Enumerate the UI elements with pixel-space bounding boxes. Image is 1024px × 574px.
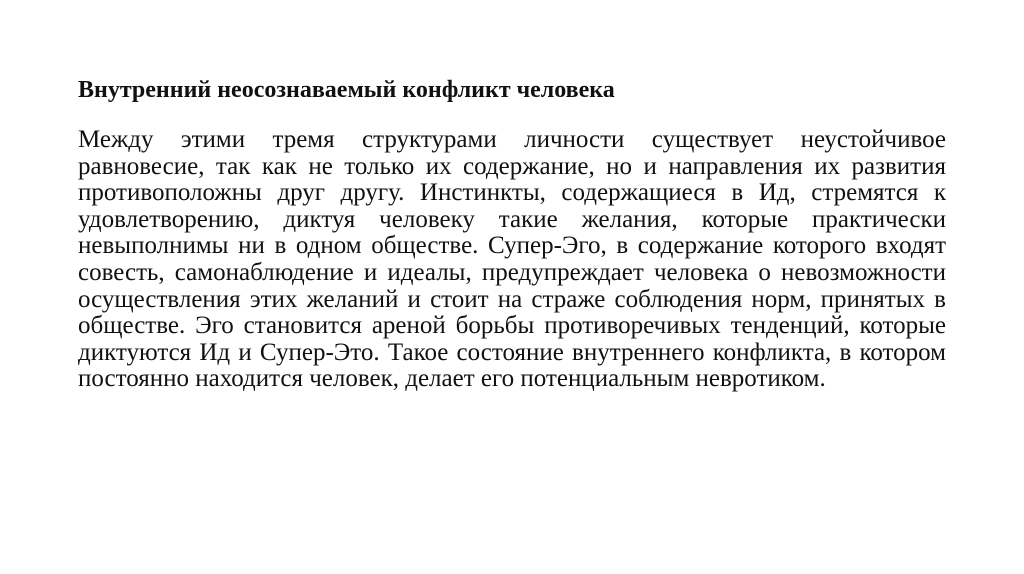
slide-body-text: Между этими тремя структурами личности существует неустойчивое равновесие, так как не только их содержание, но и направления их развития противоположны друг другу. Инстинкты, содержащиеся в Ид, стремятся к удовлетворению, диктуя человеку такие желания, которые практически невыполнимы ни в одном обществе. Супер-Эго, в содержание которого входят совесть, самонаблюдение и идеалы, предупреждает человека о невозможности осуществления этих желаний и стоит на страже соблюдения норм, принятых в обществе. Эго становится ареной борьбы противоречивых тенденций, которые диктуются Ид и Супер-Это. Такое состояние внутреннего конфликта, в котором постоянно находится человек, делает его потенциальным невротиком. xyxy=(78,126,946,393)
slide-title: Внутренний неосознаваемый конфликт человека xyxy=(78,77,615,103)
